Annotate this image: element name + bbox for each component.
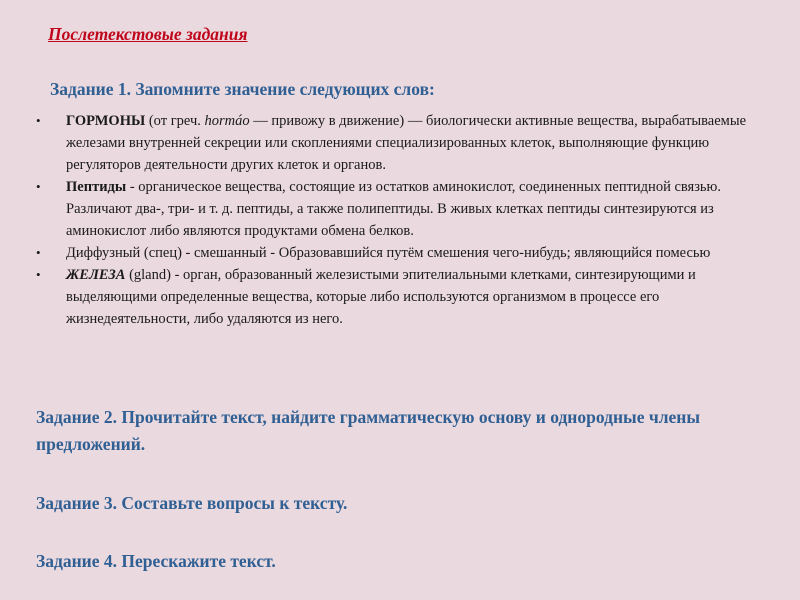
task-1-heading: Задание 1. Запомните значение следующих слов:	[50, 79, 435, 99]
definitions-list	[36, 110, 748, 330]
bullet-icon: •	[36, 113, 41, 128]
slide-title: Послетекстовые задания	[48, 24, 248, 44]
definition-text: — привожу в движение) — биологически активные вещества, вырабатываемые железами внутренней секреции или скоплениями специализированных клеток, выполняющие функцию регуляторов деятельности других клеток и органов.	[66, 113, 747, 173]
definition-text: (gland) - орган, образованный железистыми эпителиальными клетками, синтезирующими и выделяющими определенные вещества, которые либо используются организмом в процессе его жизнедеятельности, либо удаляются из него.	[66, 267, 696, 327]
bullet-icon: •	[36, 245, 41, 260]
definition-text: - органическое вещества, состоящие из остатков аминокислот, соединенных пептидной связью. Различают два-, три- и т. д. пептиды, а также полипептиды. В живых клетках пептиды синтезируются из аминокислот либо являются продуктами обмена белков.	[66, 179, 722, 239]
task-4: Задание 4. Перескажите текст.	[36, 551, 276, 571]
term-hormones: ГОРМОНЫ	[66, 113, 146, 129]
definition-peptides	[36, 176, 748, 242]
bullet-icon: •	[36, 267, 41, 282]
task-3: Задание 3. Составьте вопросы к тексту.	[36, 493, 348, 513]
definition-hormones	[36, 110, 748, 176]
definition-prefix: (от греч.	[145, 113, 205, 129]
bullet-icon: •	[36, 179, 41, 194]
task-2: Задание 2. Прочитайте текст, найдите грамматическую основу и однородные члены предложений.	[36, 407, 701, 454]
definition-text: Диффузный (спец) - смешанный - Образовавшийся путём смешения чего-нибудь; являющийся помесью	[66, 245, 711, 261]
greek-word: hormáo	[204, 113, 250, 129]
definition-diffuse	[36, 242, 748, 264]
term-peptides: Пептиды	[66, 179, 127, 195]
definition-gland	[36, 264, 748, 330]
term-gland: ЖЕЛЕЗА	[66, 267, 126, 283]
